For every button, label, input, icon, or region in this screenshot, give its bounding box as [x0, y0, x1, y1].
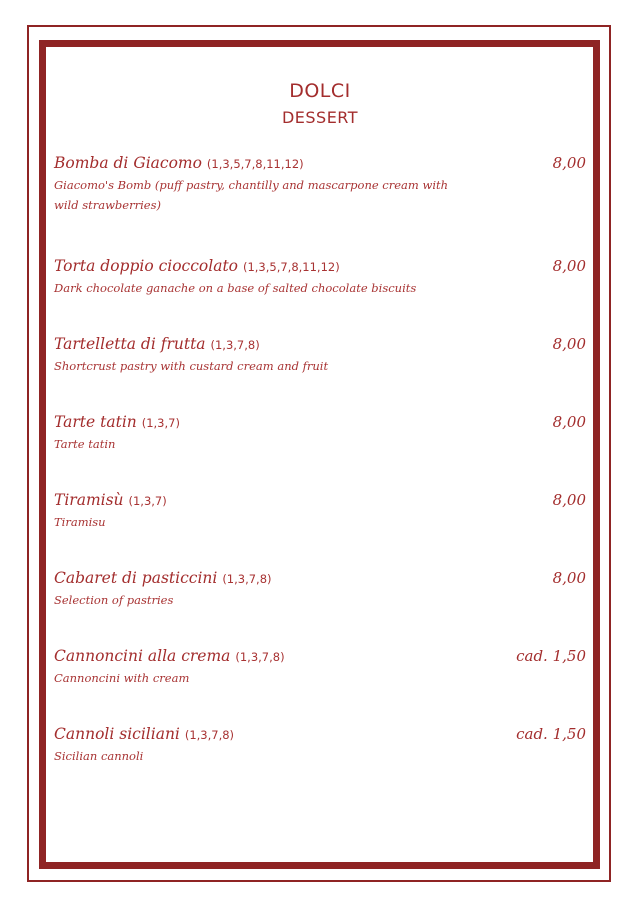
menu-item [54, 334, 586, 412]
item-description: Dark chocolate ganache on a base of salted chocolate biscuits [54, 281, 417, 295]
item-allergens: (1,3,7,8) [210, 338, 260, 352]
item-description: Cannoncini with cream [54, 671, 190, 685]
item-allergens: (1,3,5,7,8,11,12) [206, 157, 304, 171]
menu-item [54, 256, 586, 334]
item-name-line [54, 412, 586, 434]
item-description: Giacomo's Bomb (puff pastry, chantilly and mascarpone cream with wild strawberries) [54, 178, 449, 212]
item-name-line [54, 568, 586, 590]
item-price: 8,00 [552, 569, 586, 587]
item-allergens: (1,3,5,7,8,11,12) [242, 260, 340, 274]
item-allergens: (1,3,7,8) [235, 650, 285, 664]
item-name: Cannoncini alla crema [54, 647, 231, 665]
menu-title: DOLCI [289, 80, 351, 102]
item-allergens: (1,3,7,8) [222, 572, 272, 586]
item-name: Tartelletta di frutta [54, 335, 206, 353]
item-name-line [54, 646, 586, 668]
item-name-line [54, 153, 586, 175]
item-price: 8,00 [552, 257, 586, 275]
item-price: 8,00 [552, 491, 586, 509]
menu-item [54, 153, 586, 256]
item-allergens: (1,3,7) [141, 416, 180, 430]
item-name-line [54, 334, 586, 356]
item-name: Cabaret di pasticcini [54, 569, 218, 587]
item-price: 8,00 [552, 413, 586, 431]
item-name: Bomba di Giacomo [54, 154, 202, 172]
item-description: Sicilian cannoli [54, 749, 144, 763]
item-price: cad. 1,50 [516, 725, 586, 743]
item-name: Tarte tatin [54, 413, 137, 431]
item-name-line [54, 490, 586, 512]
item-name: Cannoli siciliani [54, 725, 180, 743]
dessert-list [54, 153, 586, 802]
item-price: cad. 1,50 [516, 647, 586, 665]
item-name-line [54, 256, 586, 278]
item-description: Shortcrust pastry with custard cream and fruit [54, 359, 329, 373]
menu-item [54, 724, 586, 802]
item-description: Selection of pastries [54, 593, 174, 607]
menu-item [54, 568, 586, 646]
item-description: Tiramisu [54, 515, 106, 529]
menu-item [54, 412, 586, 490]
item-price: 8,00 [552, 335, 586, 353]
item-name: Torta doppio cioccolato [54, 257, 239, 275]
item-name: Tiramisù [54, 491, 124, 509]
menu-item [54, 646, 586, 724]
item-allergens: (1,3,7,8) [184, 728, 235, 742]
menu-item [54, 490, 586, 568]
item-description: Tarte tatin [54, 437, 116, 451]
menu-subtitle: DESSERT [281, 108, 359, 127]
item-allergens: (1,3,7) [128, 494, 167, 508]
item-name-line [54, 724, 586, 746]
item-price: 8,00 [552, 154, 586, 172]
